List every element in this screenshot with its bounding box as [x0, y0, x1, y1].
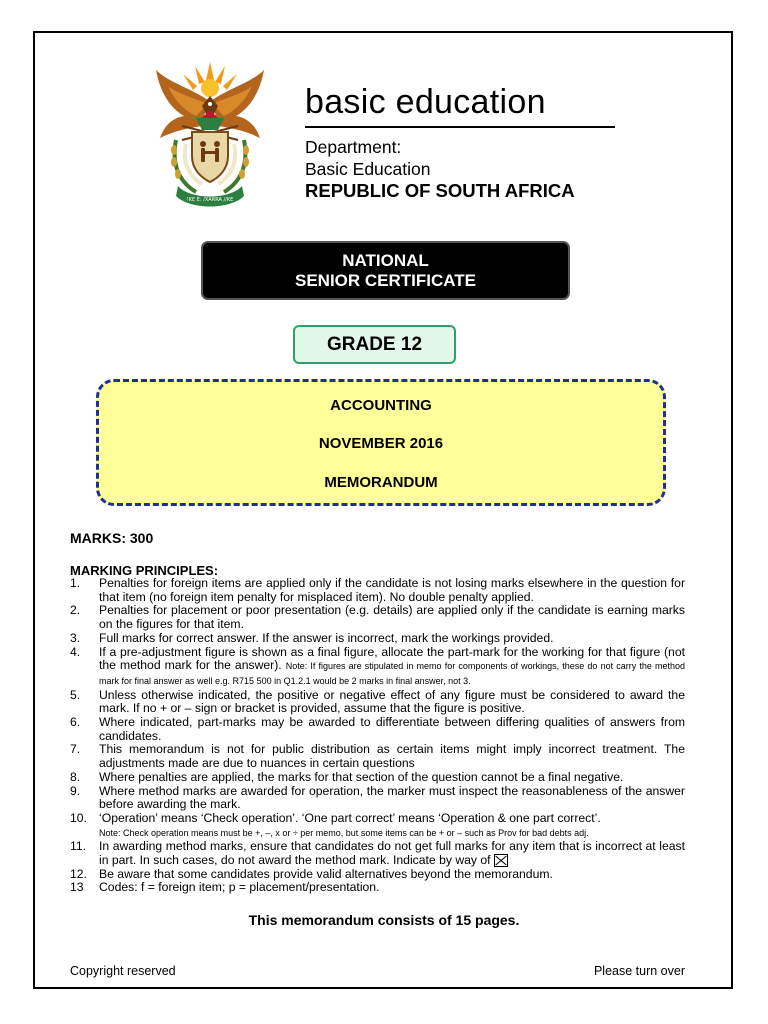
exam-date: NOVEMBER 2016 — [318, 435, 444, 452]
principle-item — [70, 743, 685, 770]
principle-text: Codes: f = foreign item; p = placement/presentation. — [99, 880, 380, 895]
principle-number: 12. — [70, 866, 87, 881]
principle-number: 10. — [70, 810, 87, 825]
principle-item — [70, 689, 685, 716]
principle-item — [70, 716, 685, 743]
principle-text: Be aware that some candidates provide valid alternatives beyond the memorandum. — [99, 866, 553, 881]
principle-number: 4. — [70, 644, 81, 659]
principle-text: Where indicated, part-marks may be awarded to differentiate between differing qualities of answers from candidates. — [99, 715, 685, 743]
principle-note: Note: Check operation means must be +, –, x or ÷ per memo, but some items can be + or – such as Prov for bad debts adj. — [99, 827, 589, 838]
principle-number: 7. — [70, 742, 81, 757]
principle-text: Penalties for placement or poor presentation (e.g. details) are applied only if the candidate is earning marks on the figures for that item. — [99, 603, 685, 632]
svg-text:!KE E: /XARRA //KE: !KE E: /XARRA //KE — [186, 197, 234, 203]
principle-text: In awarding method marks, ensure that candidates do not get full marks for any item that is incorrect at least in part. In such cases, do not award the method mark. Indicate by way of — [99, 839, 685, 868]
principle-text: If a pre-adjustment figure is shown as a final figure, allocate the part-mark for the working for that figure (not the method mark for the answer). — [99, 644, 685, 673]
turn-over-footer: Please turn over — [593, 964, 685, 978]
principle-item — [70, 881, 685, 895]
principle-item — [70, 812, 685, 840]
principle-number: 13 — [70, 880, 84, 895]
principle-number: 8. — [70, 769, 81, 784]
principle-number: 9. — [70, 783, 81, 798]
principle-item — [70, 840, 685, 867]
country-name: REPUBLIC OF SOUTH AFRICA — [305, 180, 575, 201]
principle-note: Note: If figures are stipulated in memo for components of workings, these do not carry the method mark for final answer as well e.g. R715 500 in Q1.2.1 would be 2 marks in final answer, not 3. — [99, 661, 686, 686]
principle-number: 11. — [70, 839, 87, 854]
department-name: Basic Education — [305, 159, 431, 179]
certificate-banner — [201, 241, 570, 300]
document-type: MEMORANDUM — [324, 474, 438, 491]
crossed-box-icon — [494, 854, 508, 867]
department-label: Department: — [305, 137, 402, 157]
principle-text: Where method marks are awarded for operation, the marker must inspect the reasonableness of the answer before awarding the mark. — [99, 783, 685, 812]
principle-item — [70, 785, 685, 812]
principle-text: ‘Operation’ means ‘Check operation’. ‘One part correct’ means ‘Operation & one part correct’. — [99, 810, 601, 825]
copyright-footer: Copyright reserved — [70, 964, 176, 978]
brand-block — [305, 82, 615, 202]
principle-item — [70, 646, 685, 689]
certificate-line-1: NATIONAL — [342, 250, 429, 270]
principle-item — [70, 632, 685, 646]
principle-number: 6. — [70, 715, 81, 730]
principle-item — [70, 868, 685, 882]
principles-heading: MARKING PRINCIPLES: — [70, 563, 219, 578]
principle-text: Unless otherwise indicated, the positive or negative effect of any figure must be considered to award the mark. If no + or – sign or bracket is provided, assume that the figure is positive. — [99, 687, 685, 716]
subject-panel — [96, 379, 666, 506]
principle-number: 5. — [70, 687, 81, 702]
principle-text: This memorandum is not for public distribution as certain items might imply incorrect treatment. The adjustments made are due to nuances in certain questions — [99, 742, 685, 771]
total-marks: MARKS: 300 — [70, 530, 154, 546]
principle-number: 2. — [70, 603, 81, 618]
grade-badge: GRADE 12 — [293, 325, 456, 364]
brand-title: basic education — [305, 82, 615, 128]
page-count-note: This memorandum consists of 15 pages. — [248, 912, 520, 928]
certificate-line-2: SENIOR CERTIFICATE — [294, 270, 477, 290]
principle-text: Where penalties are applied, the marks for that section of the question cannot be a final negative. — [99, 769, 624, 784]
principle-text: Full marks for correct answer. If the answer is incorrect, mark the workings provided. — [99, 630, 554, 645]
principle-item — [70, 577, 685, 604]
principle-number: 3. — [70, 630, 81, 645]
principles-list — [70, 577, 685, 895]
principle-number: 1. — [70, 576, 81, 590]
subject-title: ACCOUNTING — [330, 397, 432, 414]
coat-of-arms-icon — [150, 60, 270, 210]
principle-item — [70, 604, 685, 631]
principle-item — [70, 771, 685, 785]
principle-text: Penalties for foreign items are applied only if the candidate is not losing marks elsewhere in the question for that item (no foreign item penalty for misplaced item). No double penalty applied. — [99, 576, 685, 604]
